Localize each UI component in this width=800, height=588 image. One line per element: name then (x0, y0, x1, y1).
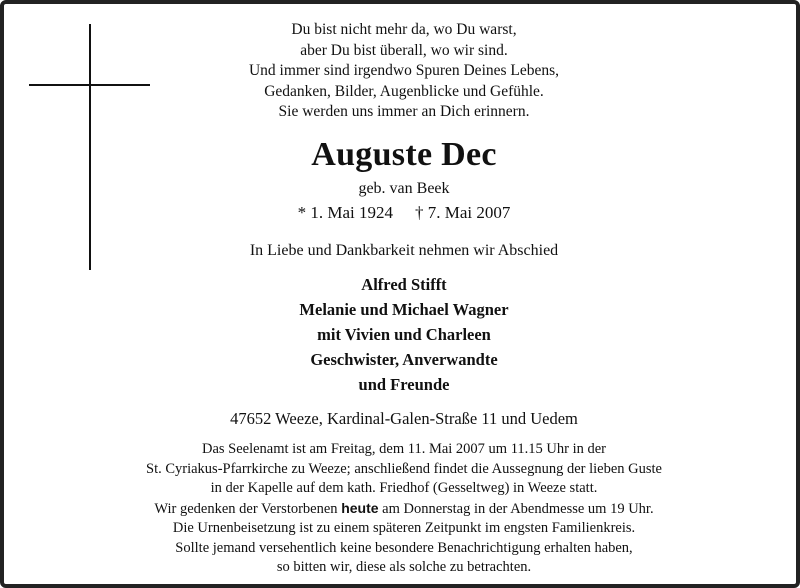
poem-line: aber Du bist überall, wo wir sind. (300, 41, 508, 59)
poem-line: Gedanken, Bilder, Augenblicke und Gefühle. (264, 82, 544, 100)
death-date: † 7. Mai 2007 (415, 203, 511, 222)
mourner-line: Geschwister, Anverwandte (310, 350, 498, 369)
service-details (44, 440, 764, 578)
deceased-name: Auguste Dec (311, 136, 497, 173)
details-line (44, 499, 764, 520)
details-emphasis: heute (341, 499, 379, 516)
life-dates (4, 202, 800, 224)
poem-line: Sie werden uns immer an Dich erinnern. (278, 103, 530, 120)
details-line: St. Cyriakus-Pfarrkirche zu Weeze; anschließend findet die Aussegnung der lieben Guste (146, 460, 662, 477)
details-line: so bitten wir, diese als solche zu betrachten. (276, 559, 532, 575)
mourner-line: Melanie und Michael Wagner (299, 300, 509, 319)
address: 47652 Weeze, Kardinal-Galen-Straße 11 und Uedem (230, 409, 578, 428)
poem (164, 20, 644, 123)
details-text: am Donnerstag in der Abendmesse um 19 Uhr. (378, 500, 654, 517)
details-line: Sollte jemand versehentlich keine besondere Benachrichtigung erhalten haben, (175, 539, 633, 556)
farewell-text: In Liebe und Dankbarkeit nehmen wir Abschied (249, 242, 559, 259)
birth-date: * 1. Mai 1924 (297, 203, 393, 222)
mourner-line: Alfred Stifft (361, 275, 447, 294)
poem-line: Du bist nicht mehr da, wo Du warst, (291, 21, 517, 38)
details-line: Das Seelenamt ist am Freitag, dem 11. Mai 2007 um 11.15 Uhr in der (201, 441, 607, 457)
poem-line: Und immer sind irgendwo Spuren Deines Lebens, (248, 62, 560, 79)
mourners-list (4, 272, 800, 397)
mourner-line: und Freunde (358, 375, 450, 394)
details-line: Die Urnenbeisetzung ist zu einem späteren Zeitpunkt im engsten Familienkreis. (172, 520, 636, 536)
details-line: in der Kapelle auf dem kath. Friedhof (Gesseltweg) in Weeze statt. (210, 480, 598, 496)
details-text: Wir gedenken der Verstorbenen (154, 500, 342, 517)
cross-icon-horizontal (29, 84, 150, 86)
maiden-name: geb. van Beek (358, 180, 450, 197)
mourner-line: mit Vivien und Charleen (317, 325, 491, 344)
